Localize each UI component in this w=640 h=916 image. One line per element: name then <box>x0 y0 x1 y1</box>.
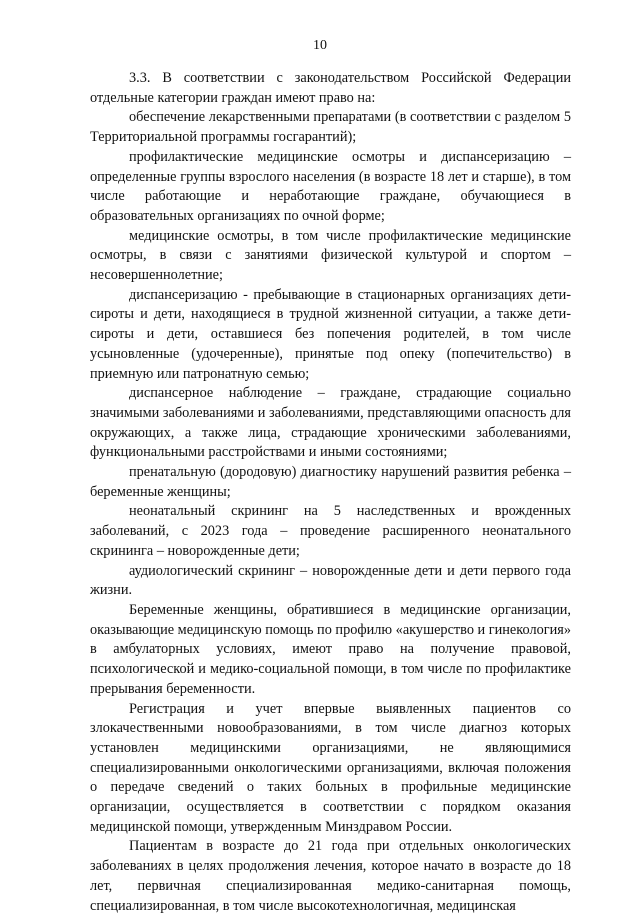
paragraph-medicines: обеспечение лекарственными препаратами (в соответствии с разделом 5 Территориальной программы госгарантий); <box>90 109 571 146</box>
document-body <box>90 69 571 916</box>
paragraph-neonatal-screening: неонатальный скрининг на 5 наследственных и врожденных заболеваний, с 2023 года – проведение расширенного неонатального скрининга – новорожденные дети; <box>90 503 571 559</box>
paragraph-cancer-registration: Регистрация и учет впервые выявленных пациентов со злокачественными новообразованиями, в том числе диагноз которых установлен медицинскими организациями, не являющимися специализированными онкологическими организациями, включая положения о передаче сведений о таких больных в профильные медицинские организации, осуществляется в соответствии с порядком оказания медицинской помощи, утвержденным Минздравом России. <box>90 700 571 835</box>
paragraph-prenatal-diagnostics: пренатальную (дородовую) диагностику нарушений развития ребенка – беременные женщины; <box>90 464 571 500</box>
paragraph-sport-exams: медицинские осмотры, в том числе профилактические медицинские осмотры, в связи с занятиями физической культурой и спортом – несовершеннолетние; <box>90 227 571 284</box>
page-number: 10 <box>313 38 327 53</box>
paragraph-preventive-exams: профилактические медицинские осмотры и диспансеризацию – определенные группы взрослого населения (в возрасте 18 лет и старше), в том числе работающие и неработающие граждане, обучающиеся в образовательных организациях по очной форме; <box>90 148 571 224</box>
paragraph-orphans-dispensary: диспансеризацию - пребывающие в стационарных организациях дети-сироты и дети, находящиеся в трудной жизненной ситуации, а также дети-сироты и дети, оставшиеся без попечения родителей, в том числе усыновленные (удочеренные), принятые под опеку (попечительство) в приемную или патронатную семью; <box>90 286 571 382</box>
paragraph-dispensary-observation: диспансерное наблюдение – граждане, страдающие социально значимыми заболеваниями и заболеваниями, представляющими опасность для окружающих, а также лица, страдающие хроническими заболеваниями, функциональными расстройствами и иными состояниями; <box>90 385 571 461</box>
paragraph-3-3-intro: 3.3. В соответствии с законодательством Российской Федерации отдельные категории граждан имеют право на: <box>90 70 571 106</box>
paragraph-patients-under-21: Пациентам в возрасте до 21 года при отдельных онкологических заболеваниях в целях продолжения лечения, которое начато в возрасте до 18 лет, первичная специализированная медико-санитарная помощь, специализированная, в том числе высокотехнологичная, медицинская <box>90 838 571 914</box>
paragraph-pregnant-women: Беременные женщины, обратившиеся в медицинские организации, оказывающие медицинскую помощь по профилю «акушерство и гинекология» в амбулаторных условиях, имеют право на получение правовой, психологической и медико-социальной помощи, в том числе по профилактике прерывания беременности. <box>90 601 571 697</box>
paragraph-audiological-screening: аудиологический скрининг – новорожденные дети и дети первого года жизни. <box>90 562 571 599</box>
